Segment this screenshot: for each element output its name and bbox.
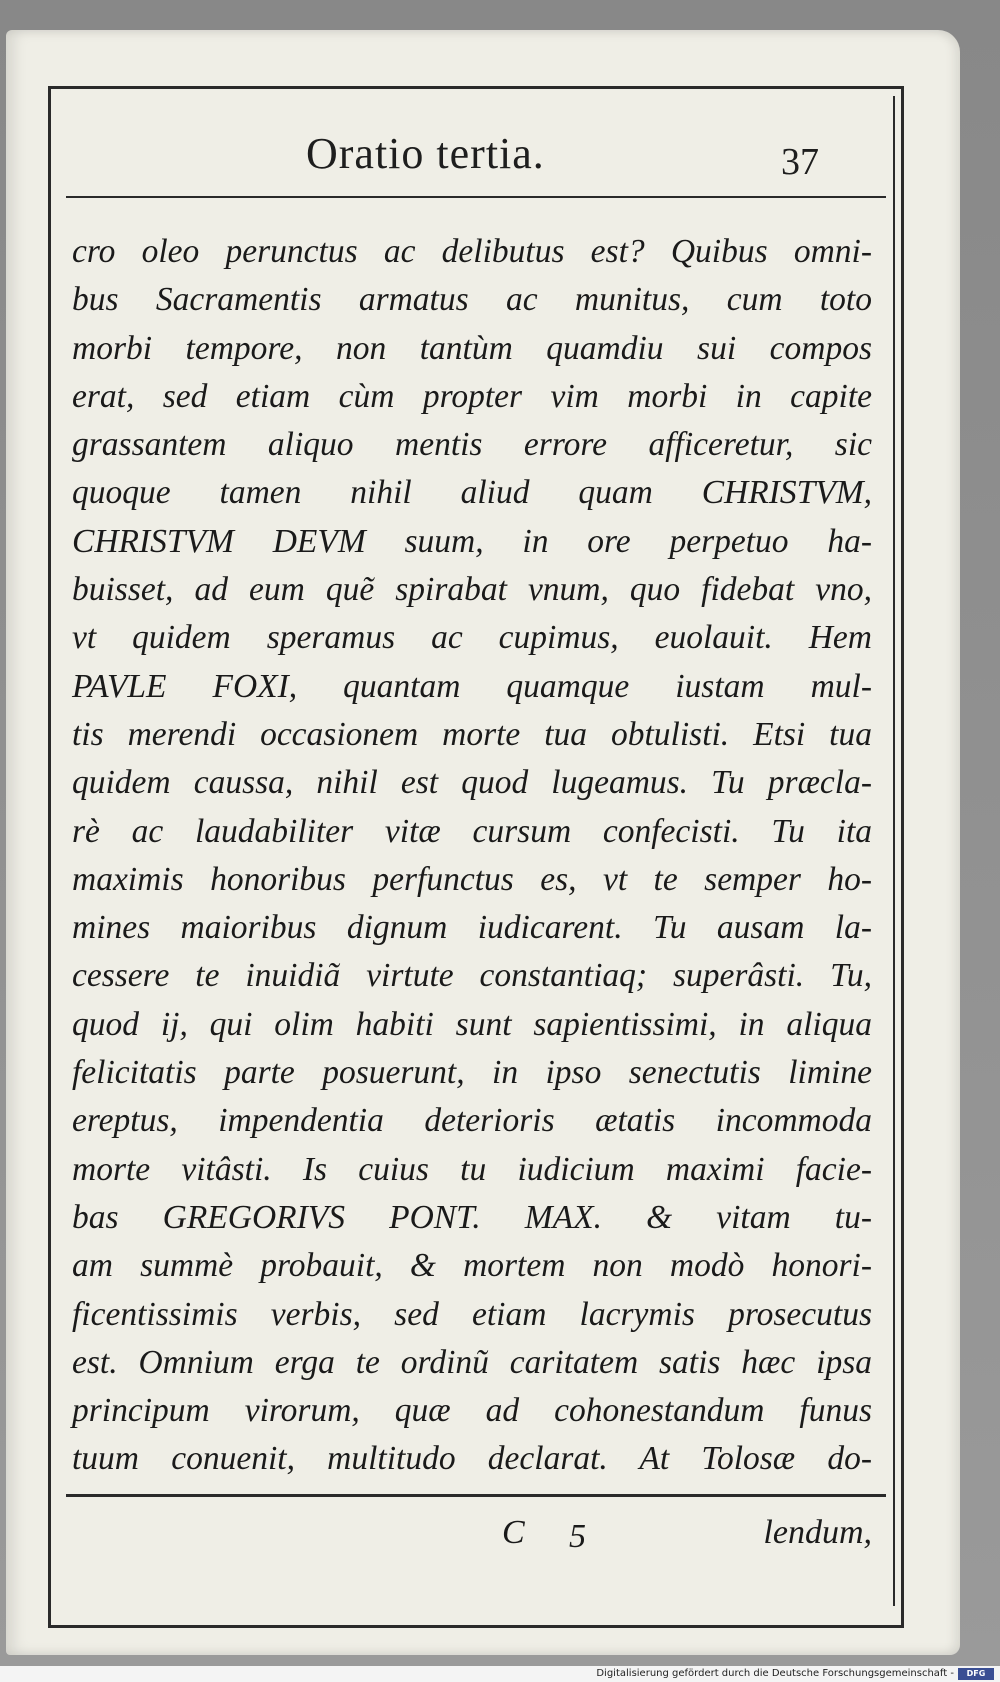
book-page	[6, 30, 960, 1655]
text-line: vt quidem speramus ac cupimus, euolauit. Hem	[72, 619, 872, 657]
page-number: 37	[781, 141, 819, 183]
text-line: quoque tamen nihil aliud quam CHRISTVM,	[72, 474, 872, 512]
text-line: ereptus, impendentia deterioris ætatis incommoda	[72, 1102, 872, 1140]
signature-number: 5	[569, 1518, 586, 1555]
page-frame-inner-rule	[893, 96, 895, 1606]
text-line: tis merendi occasionem morte tua obtulisti. Etsi tua	[72, 715, 872, 753]
body-text	[72, 228, 872, 1484]
text-line: ficentissimis verbis, sed etiam lacrymis prosecutus	[72, 1295, 872, 1333]
text-line: cessere te inuidiã virtute constantiaq; superâsti. Tu,	[72, 957, 872, 995]
text-line: quidem caussa, nihil est quod lugeamus. Tu præcla-	[72, 764, 872, 802]
text-line: tuum conuenit, multitudo declarat. At Tolosæ do-	[72, 1440, 872, 1478]
text-line: morbi tempore, non tantùm quamdiu sui compos	[72, 329, 872, 367]
text-line: morte vitâsti. Is cuius tu iudicium maximi facie-	[72, 1150, 872, 1188]
text-line: erat, sed etiam cùm propter vim morbi in capite	[72, 377, 872, 415]
text-line: buisset, ad eum quẽ spirabat vnum, quo fidebat vno,	[72, 571, 872, 609]
text-line: principum virorum, quæ ad cohonestandum funus	[72, 1392, 872, 1430]
text-line: mines maioribus dignum iudicarent. Tu ausam la-	[72, 909, 872, 947]
text-line: rè ac laudabiliter vitæ cursum confecisti. Tu ita	[72, 812, 872, 850]
text-line: PAVLE FOXI, quantam quamque iustam mul-	[72, 667, 872, 705]
text-line: bus Sacramentis armatus ac munitus, cum toto	[72, 281, 872, 319]
text-line: bas GREGORIVS PONT. MAX. & vitam tu-	[72, 1198, 872, 1236]
header-rule	[66, 196, 886, 198]
text-line: quod ij, qui olim habiti sunt sapientissimi, in aliqua	[72, 1005, 872, 1043]
running-head: Oratio tertia.	[306, 129, 545, 178]
signature-mark: C	[502, 1514, 525, 1551]
footer-rule	[66, 1494, 886, 1497]
text-line: am summè probauit, & mortem non modò honori-	[72, 1247, 872, 1285]
text-line: cro oleo perunctus ac delibutus est? Quibus omni-	[72, 233, 872, 270]
text-line: grassantem aliquo mentis errore afficeretur, sic	[72, 426, 872, 464]
catchword: lendum,	[763, 1514, 872, 1551]
text-line: felicitatis parte posuerunt, in ipso senectutis limine	[72, 1054, 872, 1092]
signature-line	[72, 1514, 872, 1564]
funding-credit: Digitalisierung gefördert durch die Deutsche Forschungsgemeinschaft -	[596, 1668, 954, 1679]
text-line: est. Omnium erga te ordinũ caritatem satis hæc ipsa	[72, 1343, 872, 1381]
text-line: maximis honoribus perfunctus es, vt te semper ho-	[72, 860, 872, 898]
text-line: CHRISTVM DEVM suum, in ore perpetuo ha-	[72, 522, 872, 560]
dfg-logo-icon: DFG	[958, 1668, 994, 1680]
